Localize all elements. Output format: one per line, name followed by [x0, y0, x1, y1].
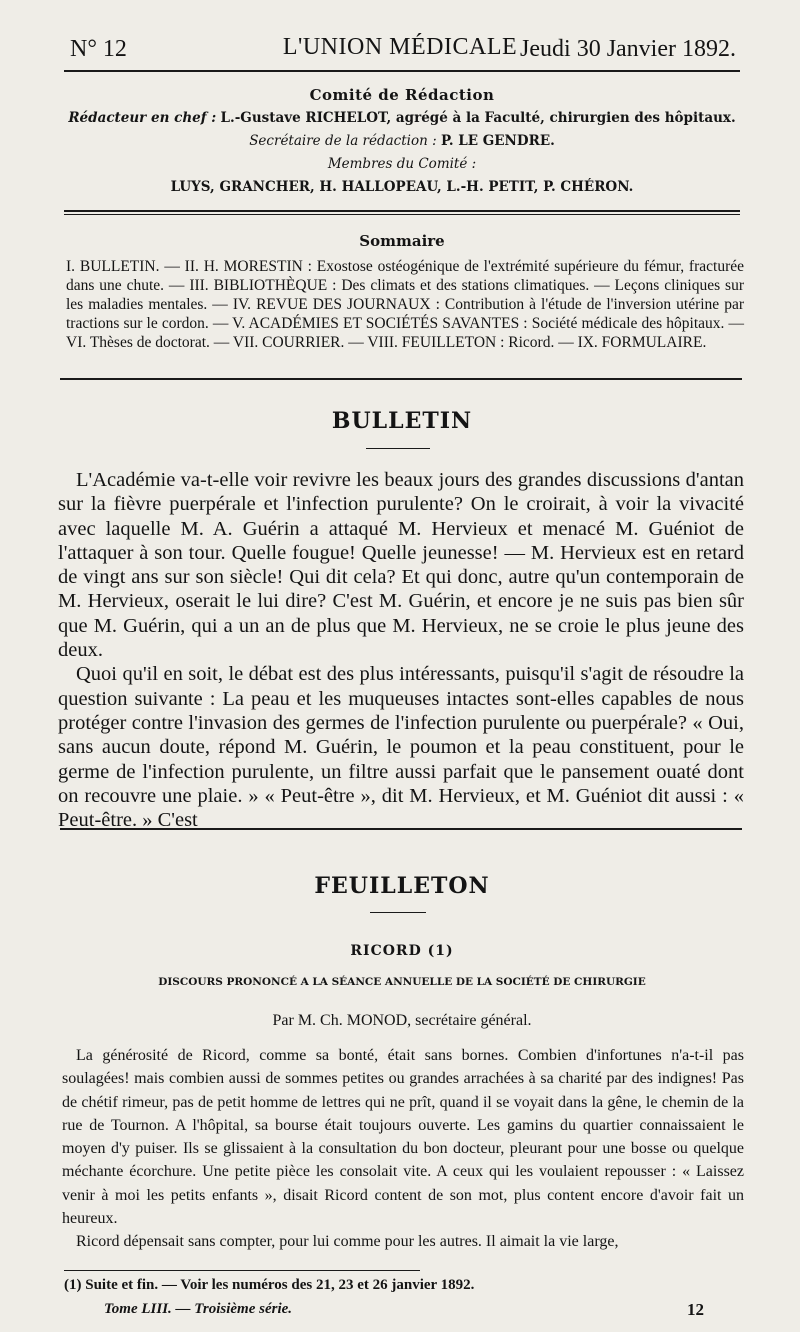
bulletin-rule	[366, 448, 430, 449]
sommaire-title: Sommaire	[359, 232, 445, 250]
sommaire-rule	[60, 378, 742, 380]
chief-editor-line	[64, 107, 740, 130]
journal-title: L'UNION MÉDICALE	[282, 34, 518, 60]
chief-editor-label: Rédacteur en chef :	[68, 110, 217, 126]
bulletin-end-rule	[60, 828, 742, 830]
chief-editor: L.-Gustave RICHELOT, agrégé à la Faculté, chirurgien des hôpitaux.	[220, 110, 736, 126]
page-number: 12	[687, 1300, 704, 1319]
bulletin-paragraph: L'Académie va-t-elle voir revivre les beaux jours des grandes discussions d'antan sur la fièvre puerpérale et l'infection purulente? On le croirait, à voir la vivacité avec laquelle M. A. Guérin a attaqué M. Hervieux et menacé M. Guéniot de l'attaquer à son tour. Quelle fougue! Quelle jeunesse! — M. Hervieux est en retard de vingt ans sur son siècle! Qui dit cela? Et qui donc, autre qu'un contemporain de M. Hervieux, oserait le lui dire? C'est M. Guérin, et encore je ne suis pas bien sûr que M. Guérin, qui a un an de plus que M. Hervieux, ne se croie le plus jeune des deux.	[58, 469, 744, 662]
feuilleton-rule	[370, 912, 426, 913]
committee-title: Comité de Rédaction	[309, 86, 495, 104]
feuilleton-title: FEUILLETON	[314, 873, 490, 899]
discours-heading: DISCOURS PRONONCÉ A LA SÉANCE ANNUELLE DE LA SOCIÉTÉ DE CHIRURGIE	[158, 976, 646, 988]
secretary: P. LE GENDRE.	[440, 133, 555, 149]
committee-members: LUYS, GRANCHER, H. HALLOPEAU, L.-H. PETIT, P. CHÉRON.	[170, 179, 634, 195]
sommaire-text: I. BULLETIN. — II. H. MORESTIN : Exostose ostéogénique de l'extrémité supérieure du fémur, fracturée dans une chute. — III. BIBLIOTHÈQUE : Des climats et des stations climatiques. — Leçons cliniques sur les maladies mentales. — IV. REVUE DES JOURNAUX : Contribution à l'étude de l'inversion utérine par tractions sur le cordon. — V. ACADÉMIES ET SOCIÉTÉS SAVANTES : Société médicale des hôpitaux. — VI. Thèses de doctorat. — VII. COURRIER. — VIII. FEUILLETON : Ricord. — IX. FORMULAIRE.	[66, 258, 744, 351]
feuilleton-author: Par M. Ch. MONOD, secrétaire général.	[272, 1012, 532, 1029]
feuilleton-text	[62, 1044, 744, 1254]
footnote: (1) Suite et fin. — Voir les numéros des 21, 23 et 26 janvier 1892.	[64, 1277, 475, 1293]
feuilleton-paragraph: Ricord dépensait sans compter, pour lui comme pour les autres. Il aimait la vie large,	[76, 1233, 619, 1251]
editorial-committee	[64, 84, 740, 199]
tome-info: Tome LIII. — Troisième série.	[104, 1301, 293, 1317]
committee-rule-bottom	[64, 214, 740, 215]
page-header	[60, 28, 740, 68]
bulletin-text	[58, 468, 744, 832]
feuilleton-paragraph: La générosité de Ricord, comme sa bonté, était sans bornes. Combien d'infortunes n'a-t-il pas soulagées! mais combien aussi de sommes petites ou grandes arrachées à sa charité par des indignes! Pas de chétif rimeur, pas de petit homme de lettres qui ne prît, quand il se voyait dans la gêne, le chemin de la rue de Tournon. A l'hôpital, sa bourse était toujours ouverte. Les gamins du quartier connaissaient le moyen d'y puiser. Ils se glissaient à la consultation du bon docteur, pleurant pour une bosse ou quelque méchante écorchure. Une petite pièce les consolait vite. A ceux qui les voulaient repousser : « Laissez venir à moi les petits enfants », disait Ricord content de son mot, plus content encore d'avoir fait un heureux.	[62, 1047, 744, 1228]
bulletin-title: BULLETIN	[331, 408, 473, 434]
members-label: Membres du Comité :	[327, 156, 477, 172]
secretary-label: Secrétaire de la rédaction :	[249, 133, 437, 149]
secretary-line	[64, 130, 740, 153]
footnote-rule	[64, 1270, 420, 1271]
header-rule	[64, 70, 740, 72]
issue-date: Jeudi 30 Janvier 1892.	[520, 36, 736, 62]
feuilleton-subtitle: RICORD (1)	[350, 943, 454, 959]
bulletin-paragraph: Quoi qu'il en soit, le débat est des plus intéressants, puisqu'il s'agit de résoudre la question suivante : La peau et les muqueuses intactes sont-elles capables de nous protéger contre l'invasion des germes de l'infection purulente ou puerpérale? « Oui, sans aucun doute, répond M. Guérin, le poumon et la peau constituent, pour le germe de l'infection purulente, un filtre aussi parfait que le pansement ouaté dont on recouvre une plaie. » « Peut-être », dit M. Hervieux, et M. Guéniot dit aussi : « Peut-être. » C'est	[58, 663, 744, 832]
committee-rule-top	[64, 210, 740, 212]
issue-number: N° 12	[70, 36, 127, 62]
